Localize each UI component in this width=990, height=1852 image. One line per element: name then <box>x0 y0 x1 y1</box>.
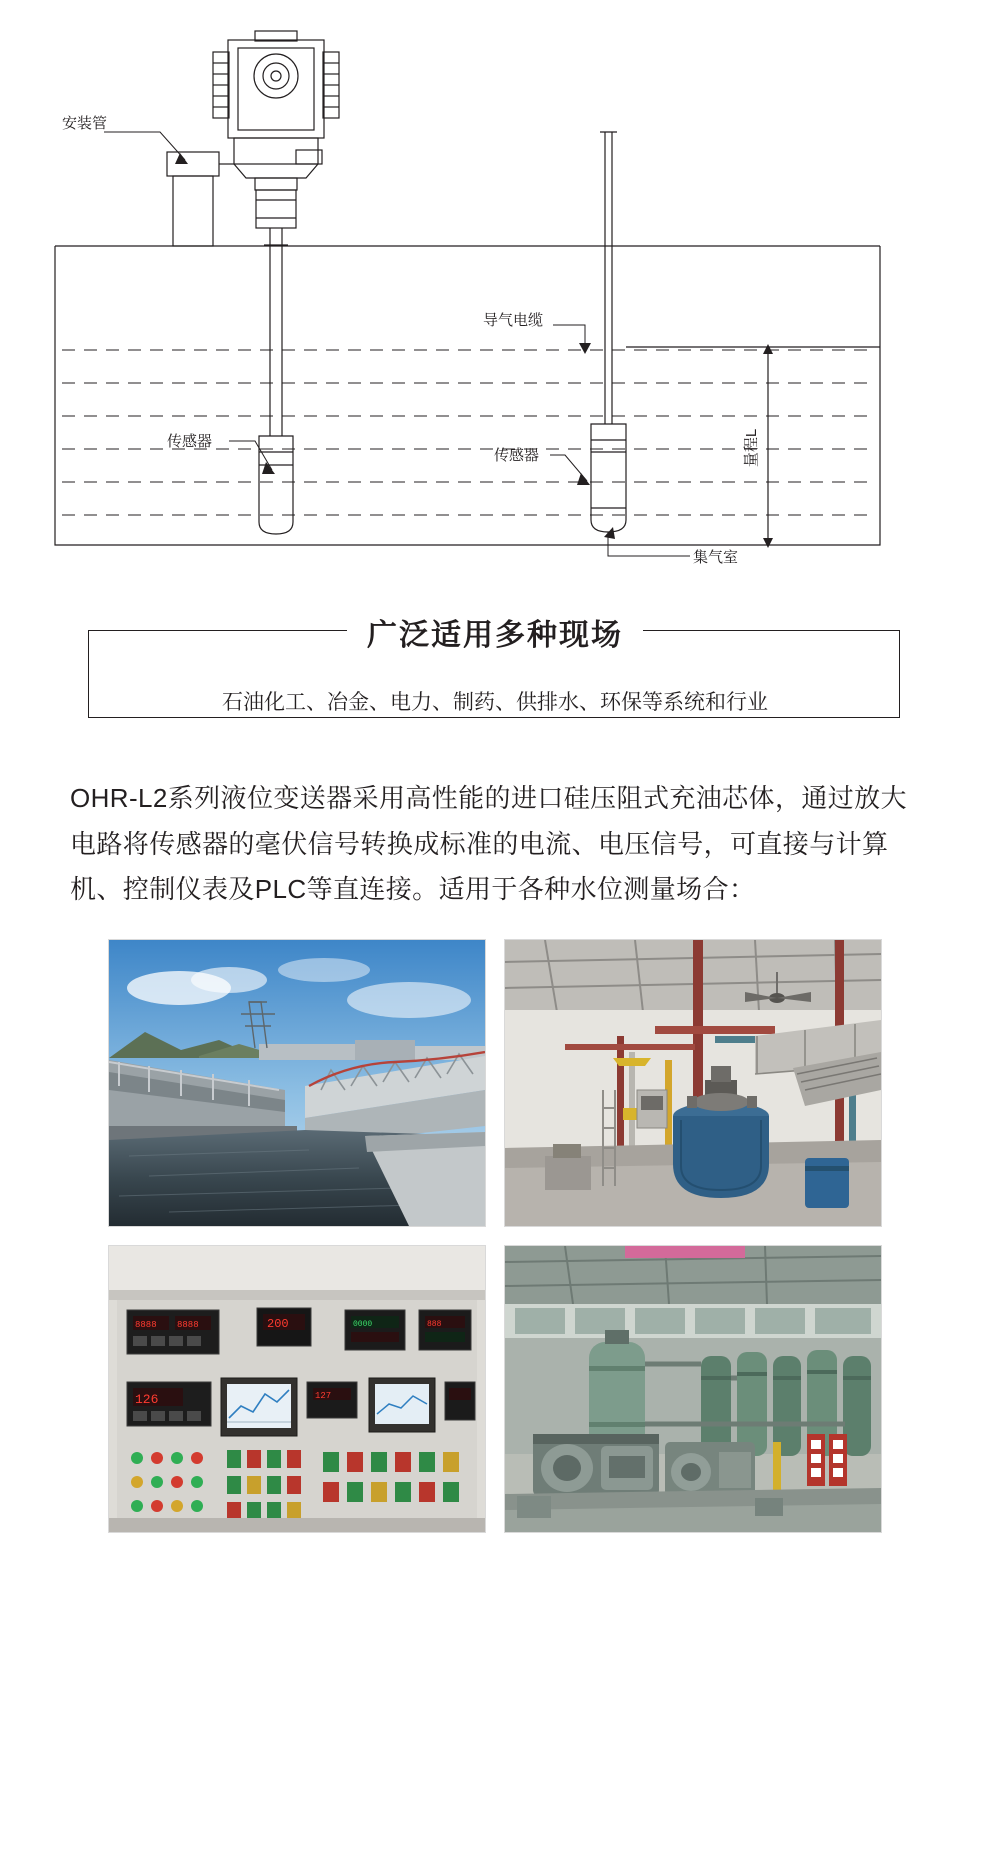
product-description: OHR-L2系列液位变送器采用高性能的进口硅压阻式充油芯体，通过放大电路将传感器的毫伏信号转换成标准的电流、电压信号，可直接与计算机、控制仪表及PLC等直连接。适用于各种水位测量场合： <box>70 783 907 904</box>
svg-text:888: 888 <box>427 1319 442 1329</box>
photo-gallery <box>0 939 990 1533</box>
banner-subtitle-text: 石油化工、冶金、电力、制药、供排水、环保等系统和行业 <box>206 691 784 714</box>
banner-subtitle <box>0 686 990 716</box>
banner-title-text: 广泛适用多种现场 <box>347 619 643 652</box>
photo-water-treatment-channel <box>108 939 486 1227</box>
svg-text:127: 127 <box>315 1390 332 1401</box>
label-range: 量程L <box>743 428 760 468</box>
transmitter-head <box>213 31 339 228</box>
svg-text:200: 200 <box>267 1316 289 1331</box>
left-probe-cable <box>264 228 288 436</box>
label-gas-chamber: 集气室 <box>693 549 739 566</box>
svg-text:8888: 8888 <box>177 1319 199 1330</box>
banner-title <box>0 610 990 654</box>
label-sensor-right: 传感器 <box>494 447 540 464</box>
left-sensor-body <box>259 436 293 534</box>
right-sensor-body <box>591 424 626 532</box>
level-transmitter-diagram <box>0 0 990 600</box>
right-gas-cable <box>600 132 617 424</box>
tank-outline <box>55 246 880 545</box>
photo-compressor-tank-room <box>504 1245 882 1533</box>
svg-text:126: 126 <box>135 1391 159 1407</box>
label-gas-cable: 导气电缆 <box>483 312 544 329</box>
photo-factory-reactor-room <box>504 939 882 1227</box>
label-install-pipe: 安装管 <box>62 115 108 132</box>
mounting-pipe <box>167 152 234 246</box>
leader-lines <box>104 132 690 556</box>
label-sensor-left: 传感器 <box>167 433 213 450</box>
svg-text:0000: 0000 <box>353 1319 373 1329</box>
photo-control-panel <box>108 1245 486 1533</box>
diagram-svg <box>0 0 990 600</box>
section-banner <box>0 612 990 762</box>
svg-text:8888: 8888 <box>135 1319 157 1330</box>
